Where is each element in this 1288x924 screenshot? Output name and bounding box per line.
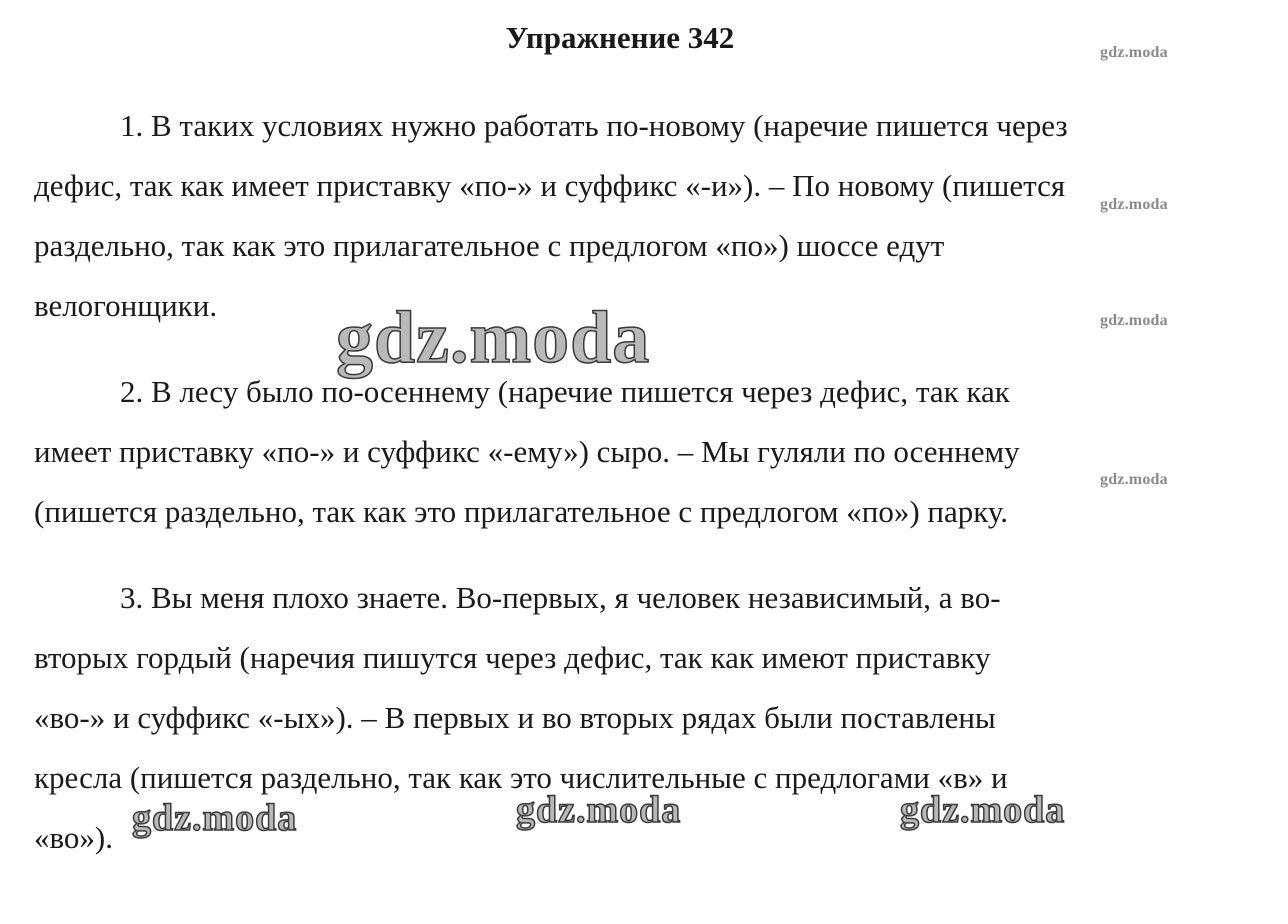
paragraph-line: раздельно, так как это прилагательное с предлогом «по») шоссе едут [34, 228, 945, 263]
watermark-small: gdz.moda [1100, 312, 1168, 329]
paragraph-2 [34, 362, 1214, 542]
paragraph-line: дефис, так как имеет приставку «по-» и суффикс «-и»). – По новому (пишется [34, 168, 1066, 203]
paragraph-line: 3. Вы меня плохо знаете. Во-первых, я человек независимый, а во- [120, 580, 1001, 615]
paragraph-line: 1. В таких условиях нужно работать по-новому (наречие пишется через [120, 108, 1068, 143]
paragraph-line: 2. В лесу было по-осеннему (наречие пишется через дефис, так как [120, 374, 1010, 409]
watermark-large: gdz.moda [132, 797, 298, 839]
paragraph-line: велогонщики. [34, 288, 218, 323]
paragraph-line: вторых гордый (наречия пишутся через дефис, так как имеют приставку [34, 640, 991, 675]
watermark-large: gdz.moda [900, 789, 1066, 831]
paragraph-line: «во-» и суффикс «-ых»). – В первых и во вторых рядах были поставлены [34, 700, 996, 735]
exercise-title: Упражнение 342 [505, 20, 735, 55]
watermark-large: gdz.moda [516, 789, 682, 831]
watermark-small: gdz.moda [1100, 196, 1168, 213]
paragraph-line: имеет приставку «по-» и суффикс «-ему») сыро. – Мы гуляли по осеннему [34, 434, 1020, 469]
paragraph-line: «во»). [34, 820, 113, 855]
paragraph-line: (пишется раздельно, так как это прилагательное с предлогом «по») парку. [34, 494, 1009, 529]
watermark-small: gdz.moda [1100, 471, 1168, 488]
watermark-large: gdz.moda [336, 297, 651, 379]
paragraph-line: кресла (пишется раздельно, так как это числительные с предлогами «в» и [34, 760, 1008, 795]
watermark-small: gdz.moda [1100, 44, 1168, 61]
